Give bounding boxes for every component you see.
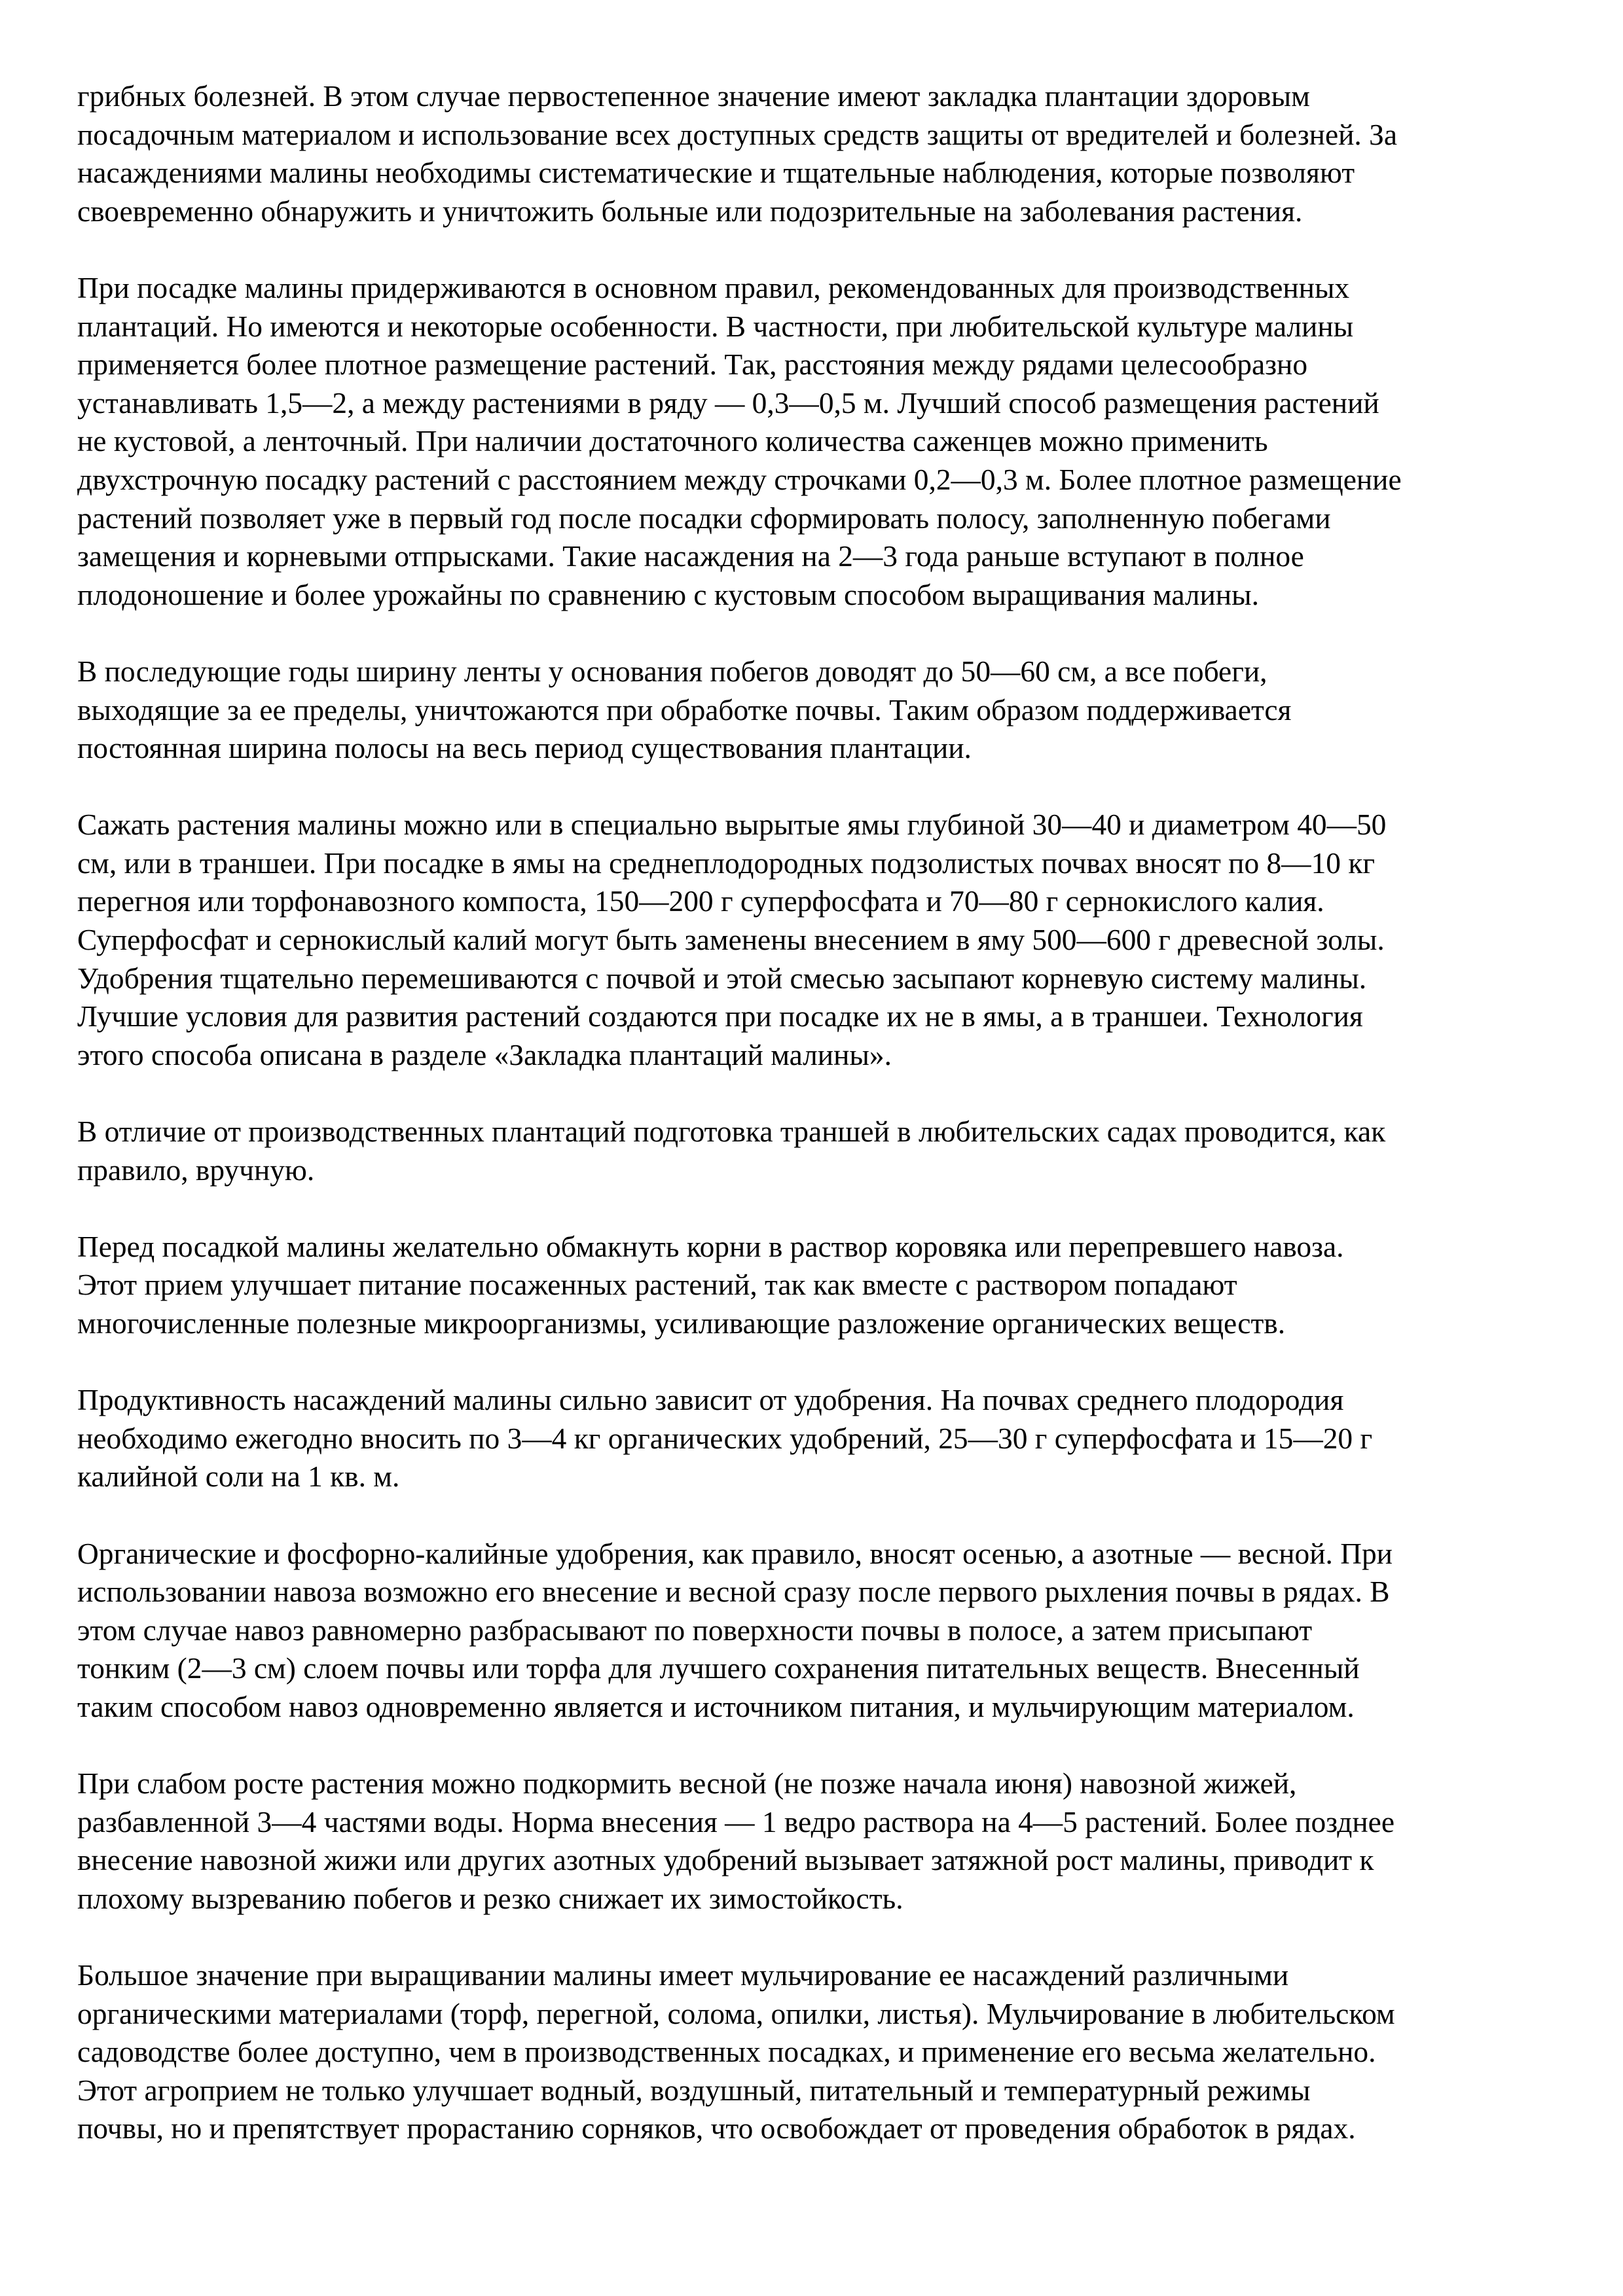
- text-line: растений позволяет уже в первый год после посадки сформировать полосу, заполненную побегами: [77, 501, 1331, 535]
- text-line: насаждениями малины необходимы систематические и тщательные наблюдения, которые позволяют: [77, 156, 1355, 190]
- paragraph-2: [77, 269, 1545, 614]
- text-line: При слабом росте растения можно подкормить весной (не позже начала июня) навозной жижей,: [77, 1767, 1297, 1801]
- text-line: этого способа описана в разделе «Закладка плантаций малины».: [77, 1038, 892, 1071]
- text-line: Сажать растения малины можно или в специально вырытые ямы глубиной 30—40 и диаметром 40—50: [77, 808, 1387, 842]
- text-line: Лучшие условия для развития растений создаются при посадке их не в ямы, а в траншеи. Технология: [77, 1000, 1363, 1033]
- text-line: см, или в траншеи. При посадке в ямы на среднеплодородных подзолистых почвах вносят по 8—10 кг: [77, 846, 1375, 880]
- text-line: выходящие за ее пределы, уничтожаются при обработке почвы. Таким образом поддерживается: [77, 693, 1292, 726]
- text-line: Этот агроприем не только улучшает водный, воздушный, питательный и температурный режимы: [77, 2073, 1311, 2107]
- text-line: грибных болезней. В этом случае первостепенное значение имеют закладка плантации здоровым: [77, 80, 1310, 113]
- body-text: [77, 77, 1545, 2187]
- text-line: плохому вызреванию побегов и резко снижает их зимостойкость.: [77, 1882, 903, 1915]
- paragraph-10: [77, 1956, 1545, 2148]
- text-line: необходимо ежегодно вносить по 3—4 кг органических удобрений, 25—30 г суперфосфата и 15—20 г: [77, 1422, 1373, 1455]
- text-line: этом случае навоз равномерно разбрасывают по поверхности почвы в полосе, а затем присыпают: [77, 1613, 1313, 1647]
- text-line: разбавленной 3—4 частями воды. Норма внесения — 1 ведро раствора на 4—5 растений. Более позднее: [77, 1805, 1395, 1839]
- text-line: посадочным материалом и использование всех доступных средств защиты от вредителей и болезней. За: [77, 118, 1397, 151]
- text-line: плантаций. Но имеются и некоторые особенности. В частности, при любительской культуре малины: [77, 310, 1354, 343]
- text-line: Продуктивность насаждений малины сильно зависит от удобрения. На почвах среднего плодородия: [77, 1384, 1344, 1417]
- text-line: перегноя или торфонавозного компоста, 150—200 г суперфосфата и 70—80 г сернокислого калия.: [77, 885, 1324, 918]
- text-line: замещения и корневыми отпрысками. Такие насаждения на 2—3 года раньше вступают в полное: [77, 540, 1304, 573]
- paragraph-3: [77, 653, 1545, 768]
- paragraph-9: [77, 1765, 1545, 1918]
- paragraph-4: [77, 806, 1545, 1074]
- text-line: таким способом навоз одновременно является и источником питания, и мульчирующим материалом.: [77, 1690, 1355, 1723]
- text-line: многочисленные полезные микроорганизмы, усиливающие разложение органических веществ.: [77, 1307, 1286, 1340]
- text-line: постоянная ширина полосы на весь период существования плантации.: [77, 732, 972, 765]
- text-line: В отличие от производственных плантаций подготовка траншей в любительских садах проводится, как: [77, 1115, 1386, 1149]
- text-line: калийной соли на 1 кв. м.: [77, 1460, 400, 1494]
- text-line: устанавливать 1,5—2, а между растениями в ряду — 0,3—0,5 м. Лучший способ размещения растений: [77, 386, 1379, 420]
- paragraph-6: [77, 1228, 1545, 1343]
- text-line: своевременно обнаружить и уничтожить больные или подозрительные на заболевания растения.: [77, 194, 1303, 228]
- paragraph-8: [77, 1535, 1545, 1727]
- text-line: двухстрочную посадку растений с расстоянием между строчками 0,2—0,3 м. Более плотное размещение: [77, 463, 1402, 496]
- text-line: Удобрения тщательно перемешиваются с почвой и этой смесью засыпают корневую систему малины.: [77, 961, 1367, 995]
- text-line: внесение навозной жижи или других азотных удобрений вызывает затяжной рост малины, приводит к: [77, 1844, 1374, 1877]
- paragraph-1: [77, 77, 1545, 230]
- text-line: органическими материалами (торф, перегной, солома, опилки, листья). Мульчирование в любительском: [77, 1997, 1395, 2030]
- text-line: почвы, но и препятствует прорастанию сорняков, что освобождает от проведения обработок в рядах.: [77, 2112, 1356, 2145]
- text-line: тонким (2—3 см) слоем почвы или торфа для лучшего сохранения питательных веществ. Внесенный: [77, 1652, 1360, 1685]
- text-line: плодоношение и более урожайны по сравнению с кустовым способом выращивания малины.: [77, 578, 1259, 611]
- text-line: В последующие годы ширину ленты у основания побегов доводят до 50—60 см, а все побеги,: [77, 655, 1267, 688]
- text-line: Органические и фосфорно-калийные удобрения, как правило, вносят осенью, а азотные — весной. При: [77, 1537, 1393, 1570]
- text-line: Суперфосфат и сернокислый калий могут быть заменены внесением в яму 500—600 г древесной золы.: [77, 924, 1385, 957]
- text-line: использовании навоза возможно его внесение и весной сразу после первого рыхления почвы в рядах. В: [77, 1575, 1390, 1609]
- text-line: При посадке малины придерживаются в основном правил, рекомендованных для производственных: [77, 271, 1350, 304]
- text-line: Перед посадкой малины желательно обмакнуть корни в раствор коровяка или перепревшего навоза.: [77, 1230, 1344, 1263]
- text-line: правило, вручную.: [77, 1153, 315, 1187]
- text-line: применяется более плотное размещение растений. Так, расстояния между рядами целесообразно: [77, 348, 1308, 382]
- text-line: садоводстве более доступно, чем в производственных посадках, и применение его весьма желательно.: [77, 2036, 1376, 2069]
- text-line: Большое значение при выращивании малины имеет мульчирование ее насаждений различными: [77, 1959, 1289, 1992]
- text-line: Этот прием улучшает питание посаженных растений, так как вместе с раствором попадают: [77, 1268, 1237, 1302]
- paragraph-7: [77, 1381, 1545, 1496]
- text-line: не кустовой, а ленточный. При наличии достаточного количества саженцев можно применить: [77, 425, 1268, 458]
- paragraph-5: [77, 1113, 1545, 1189]
